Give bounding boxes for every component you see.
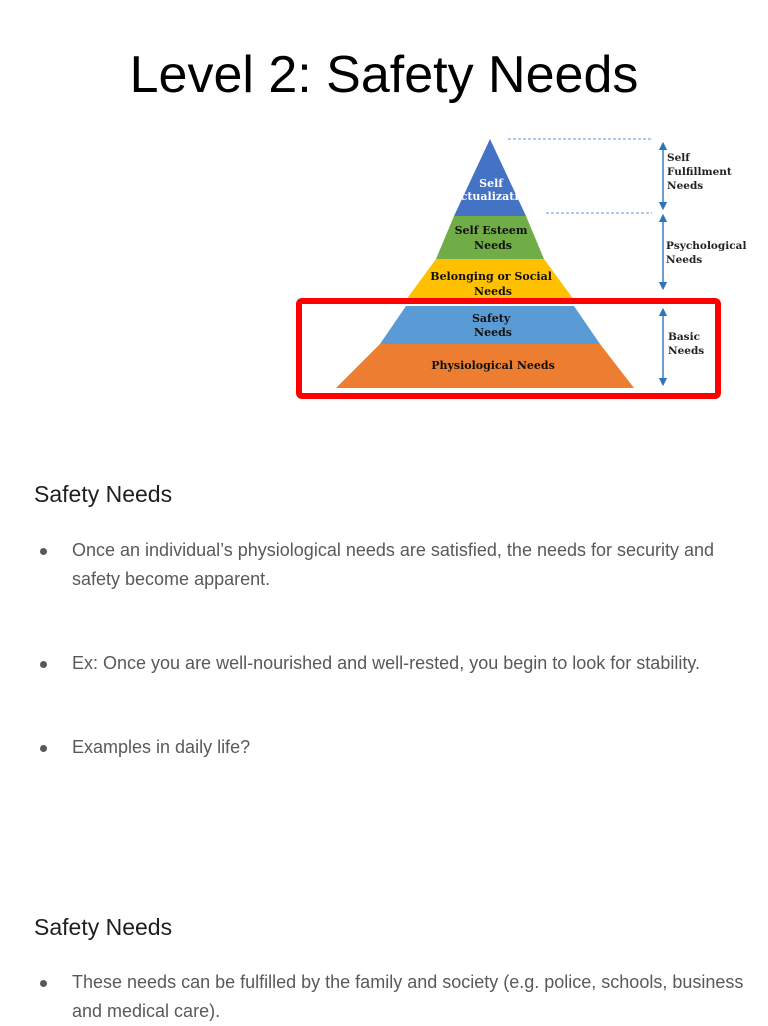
bullet-list-2	[34, 968, 744, 1026]
bullet-text: These needs can be fulfilled by the family and society (e.g. police, schools, business and medical care).	[72, 972, 744, 1021]
bullet-list-1	[34, 536, 744, 762]
page-title: Level 2: Safety Needs	[129, 46, 639, 104]
section-heading-1: Safety Needs	[34, 481, 173, 507]
pyramid-label-physiological: Physiological Needs	[431, 359, 555, 372]
bullet-dot	[40, 661, 47, 668]
pyramid-label-self-actualization: Self Actualization	[452, 177, 534, 203]
group-label-self-fulfillment: Self Fulfillment Needs	[667, 152, 732, 192]
bullet-text: Once an individual’s physiological needs are satisfied, the needs for security and safety become apparent.	[72, 540, 715, 589]
list-item	[34, 536, 744, 594]
pyramid-label-safety: Safety Needs	[471, 312, 512, 339]
bullet-text: Examples in daily life?	[72, 737, 251, 757]
list-item	[34, 649, 744, 678]
group-label-psychological: Psychological Needs	[666, 240, 747, 266]
list-item	[34, 733, 744, 762]
section-heading-2: Safety Needs	[34, 914, 173, 940]
list-item	[34, 968, 744, 1026]
bullet-text: Ex: Once you are well-nourished and well-rested, you begin to look for stability.	[72, 653, 700, 673]
pyramid-tier-self-esteem	[436, 216, 544, 259]
bullet-dot	[40, 548, 47, 555]
bullet-dot	[40, 980, 47, 987]
pyramid-label-self-esteem: Self Esteem Needs	[454, 224, 528, 252]
maslow-pyramid-diagram	[290, 122, 750, 414]
pyramid-label-belonging: Belonging or Social Needs	[430, 270, 552, 298]
bullet-dot	[40, 745, 47, 752]
group-label-basic: Basic Needs	[668, 331, 705, 357]
